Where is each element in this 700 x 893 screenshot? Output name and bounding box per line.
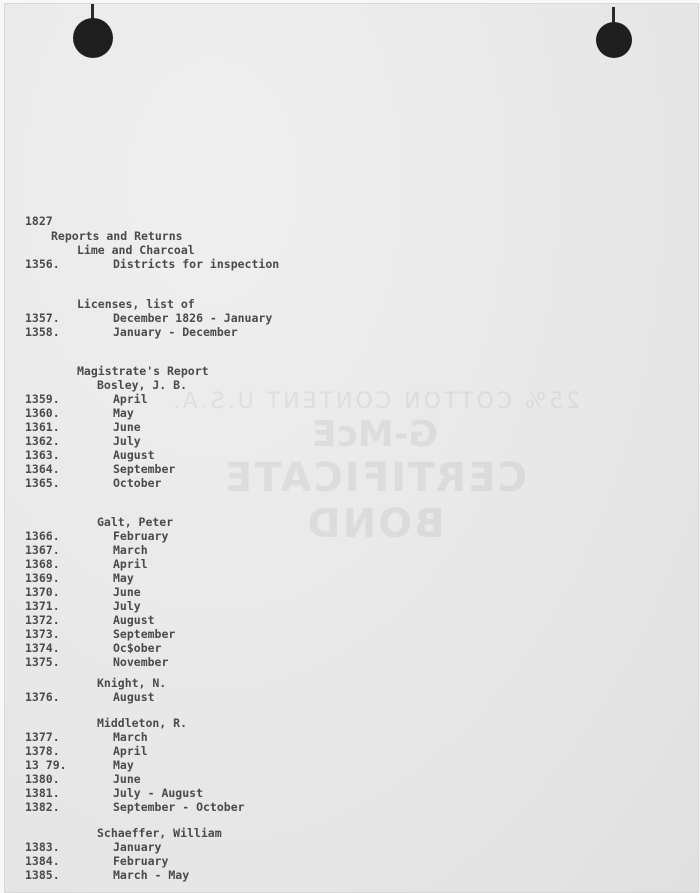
entry-text: June <box>113 772 141 786</box>
entry-text: September <box>113 462 176 476</box>
person-name: Schaeffer, William <box>97 826 222 840</box>
punch-hole-left <box>73 18 113 58</box>
entry-text: April <box>113 744 148 758</box>
entry-text: March <box>113 543 148 557</box>
entry-number: 1365. <box>25 476 60 490</box>
punch-hole-right <box>596 22 632 58</box>
entry-text: March <box>113 730 148 744</box>
document-page <box>4 3 699 893</box>
entry-number: 1376. <box>25 690 60 704</box>
entry-text: May <box>113 571 134 585</box>
entry-text: July <box>113 599 141 613</box>
entry-text: January - December <box>113 325 238 339</box>
entry-number: 1368. <box>25 557 60 571</box>
entry-text: April <box>113 557 148 571</box>
entry-number: 1356. <box>25 257 60 271</box>
entry-text: September - October <box>113 800 245 814</box>
entry-number: 1366. <box>25 529 60 543</box>
entry-text: September <box>113 627 176 641</box>
entry-number: 1381. <box>25 786 60 800</box>
entry-number: 1363. <box>25 448 60 462</box>
entry-text: Districts for inspection <box>113 257 280 271</box>
entry-number: 1371. <box>25 599 60 613</box>
entry-text: March - May <box>113 868 190 882</box>
entry-text: May <box>113 406 134 420</box>
person-name: Middleton, R. <box>97 716 188 730</box>
entry-text: October <box>113 476 162 490</box>
watermark-line-3: CERTIFICATE BOND <box>223 455 527 547</box>
entry-text: June <box>113 585 141 599</box>
entry-number: 1361. <box>25 420 60 434</box>
person-name: Bosley, J. B. <box>97 378 188 392</box>
entry-number: 1378. <box>25 744 60 758</box>
subsection-title: Licenses, list of <box>77 297 195 311</box>
entry-text: July <box>113 434 141 448</box>
entry-number: 1367. <box>25 543 60 557</box>
entry-number: 13 79. <box>25 758 67 772</box>
entry-number: 1384. <box>25 854 60 868</box>
entry-text: April <box>113 392 148 406</box>
entry-number: 1357. <box>25 311 60 325</box>
person-name: Galt, Peter <box>97 515 174 529</box>
entry-number: 1380. <box>25 772 60 786</box>
watermark-line-2: G-McE <box>311 414 439 455</box>
entry-number: 1370. <box>25 585 60 599</box>
watermark-line-1: 25% COTTON CONTENT U.S.A. <box>170 389 580 414</box>
entry-number: 1358. <box>25 325 60 339</box>
entry-text: February <box>113 529 169 543</box>
entry-number: 1359. <box>25 392 60 406</box>
entry-number: 1372. <box>25 613 60 627</box>
year-heading: 1827 <box>25 214 53 228</box>
entry-text: August <box>113 448 155 462</box>
section-heading: Reports and Returns <box>51 229 183 243</box>
entry-text: Oc$ober <box>113 641 162 655</box>
entry-number: 1369. <box>25 571 60 585</box>
entry-number: 1364. <box>25 462 60 476</box>
entry-text: August <box>113 690 155 704</box>
entry-number: 1383. <box>25 840 60 854</box>
entry-text: January <box>113 840 162 854</box>
person-name: Knight, N. <box>97 676 167 690</box>
paper-watermark <box>155 389 595 547</box>
entry-number: 1362. <box>25 434 60 448</box>
entry-number: 1375. <box>25 655 60 669</box>
entry-number: 1382. <box>25 800 60 814</box>
entry-number: 1377. <box>25 730 60 744</box>
entry-text: February <box>113 854 169 868</box>
entry-number: 1360. <box>25 406 60 420</box>
entry-text: August <box>113 613 155 627</box>
entry-text: July - August <box>113 786 204 800</box>
entry-text: May <box>113 758 134 772</box>
entry-number: 1385. <box>25 868 60 882</box>
entry-text: December 1826 - January <box>113 311 273 325</box>
entry-text: June <box>113 420 141 434</box>
entry-text: November <box>113 655 169 669</box>
entry-number: 1374. <box>25 641 60 655</box>
subsection-title: Lime and Charcoal <box>77 243 195 257</box>
entry-number: 1373. <box>25 627 60 641</box>
subsection-title: Magistrate's Report <box>77 364 209 378</box>
